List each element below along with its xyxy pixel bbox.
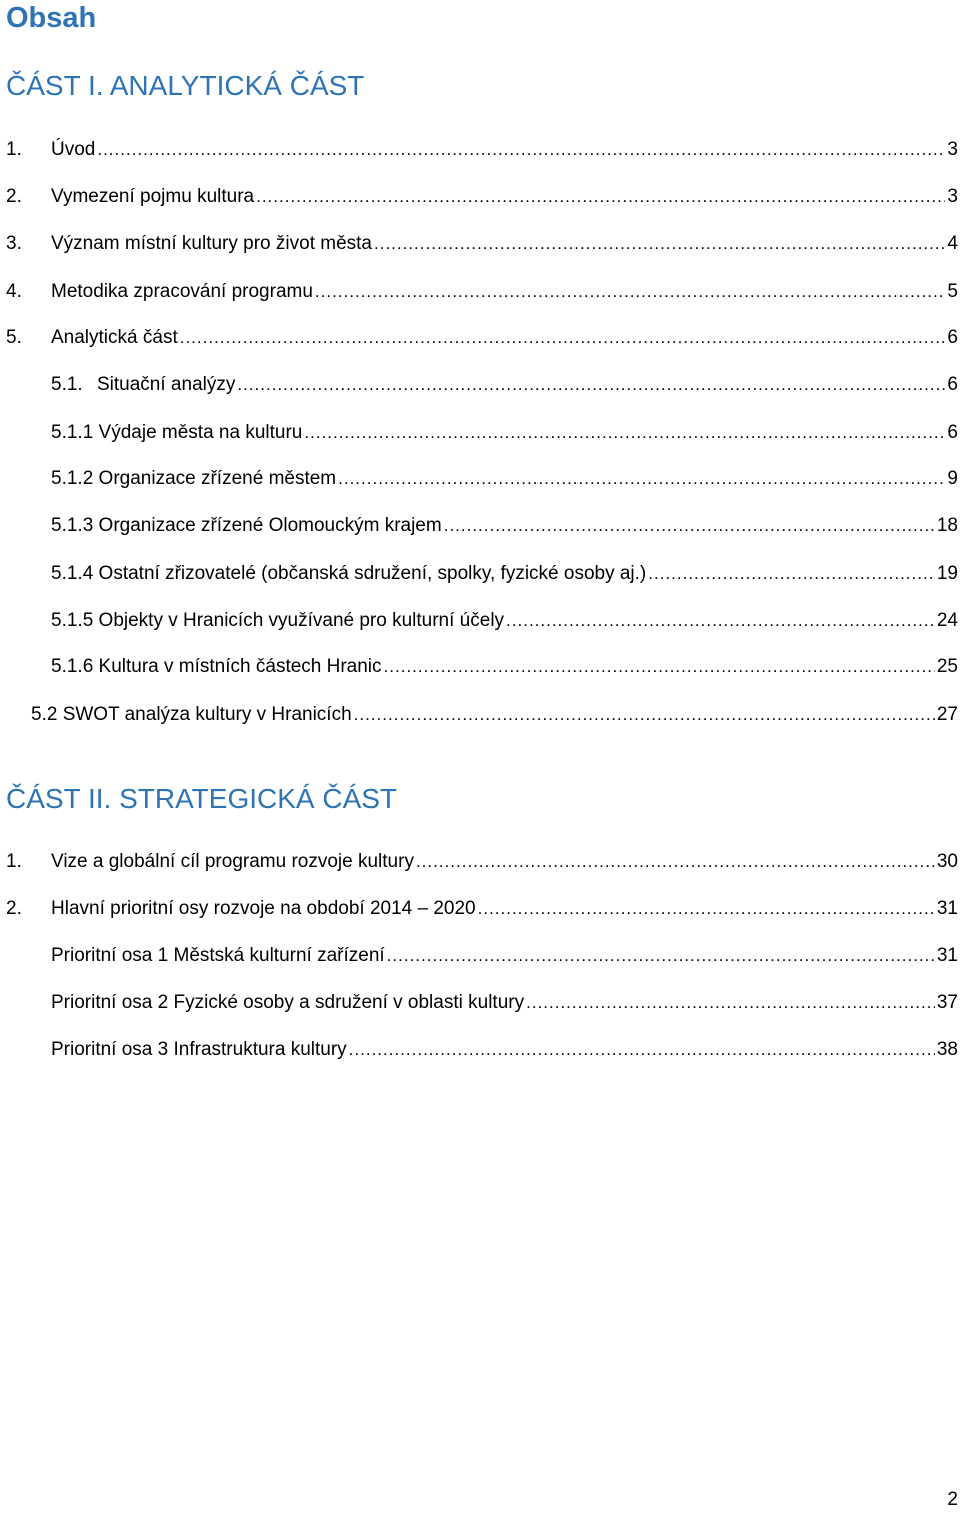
toc-entry-page: 27 (936, 704, 958, 725)
toc-dot-leader (648, 561, 935, 587)
toc-entry-label: Prioritní osa 3 Infrastruktura kultury (51, 1039, 347, 1060)
toc-entry[interactable] (6, 896, 960, 922)
toc-entry-number: 4. (6, 281, 22, 302)
toc-entry-page: 25 (936, 656, 958, 677)
page-number: 2 (947, 1489, 958, 1510)
toc-dot-leader (444, 513, 935, 539)
toc-entry-label: Analytická část (51, 327, 178, 348)
toc-entry-page: 31 (936, 945, 958, 966)
toc-entry-page: 6 (947, 422, 958, 443)
toc-entry-page: 31 (936, 898, 958, 919)
toc-entry-page: 6 (947, 374, 958, 395)
toc-entry[interactable] (51, 943, 960, 969)
toc-entry-label: Vymezení pojmu kultura (51, 186, 255, 207)
toc-entry[interactable] (6, 279, 960, 305)
toc-entry-label: 5.1.4 Ostatní zřizovatelé (občanská sdružení, spolky, fyzické osoby aj.) (51, 563, 647, 584)
toc-entry-label: 5.1.5 Objekty v Hranicích využívané pro kulturní účely (51, 610, 505, 631)
toc-entry[interactable] (51, 466, 960, 492)
toc-dot-leader (237, 372, 945, 398)
toc-entry-page: 30 (936, 851, 958, 872)
toc-entry[interactable] (51, 513, 960, 539)
part-heading-analytical: ČÁST I. ANALYTICKÁ ČÁST (6, 70, 365, 101)
toc-entry-page: 6 (947, 327, 958, 348)
toc-dot-leader (338, 466, 945, 492)
toc-entry-label: Metodika zpracování programu (51, 281, 313, 302)
toc-entry-number: 1. (6, 139, 22, 160)
toc-entry-number: 5.1. (51, 374, 83, 395)
toc-dot-leader (387, 943, 935, 969)
toc-entry-label: 5.2 SWOT analýza kultury v Hranicích (31, 704, 352, 725)
toc-entry-label: Úvod (51, 139, 96, 160)
toc-entry[interactable] (6, 184, 960, 210)
toc-entry[interactable] (51, 1037, 960, 1063)
toc-entry-page: 5 (947, 281, 958, 302)
toc-entry-page: 9 (947, 468, 958, 489)
toc-entry-number: 2. (6, 186, 22, 207)
toc-entry-label: Situační analýzy (97, 374, 236, 395)
toc-entry[interactable] (6, 137, 960, 163)
part-heading-strategic: ČÁST II. STRATEGICKÁ ČÁST (6, 783, 398, 814)
toc-entry-label: 5.1.6 Kultura v místních částech Hranic (51, 656, 382, 677)
toc-entry[interactable] (31, 702, 960, 728)
toc-entry[interactable] (6, 231, 960, 257)
toc-entry[interactable] (6, 325, 960, 351)
toc-entry-label: Prioritní osa 1 Městská kulturní zařízení (51, 945, 385, 966)
toc-entry[interactable] (51, 608, 960, 634)
toc-entry-label: Hlavní prioritní osy rozvoje na období 2014 – 2020 (51, 898, 476, 919)
toc-entry[interactable] (51, 420, 960, 446)
toc-dot-leader (384, 654, 935, 680)
toc-entry[interactable] (51, 561, 960, 587)
toc-entry-page: 4 (947, 233, 958, 254)
toc-title: Obsah (6, 2, 97, 34)
toc-entry-label: 5.1.2 Organizace zřízené městem (51, 468, 337, 489)
toc-entry-page: 3 (947, 186, 958, 207)
toc-dot-leader (304, 420, 945, 446)
toc-entry-number: 5. (6, 327, 22, 348)
toc-dot-leader (374, 231, 945, 257)
toc-dot-leader (349, 1037, 935, 1063)
toc-dot-leader (354, 702, 935, 728)
toc-entry-label: 5.1.3 Organizace zřízené Olomouckým krajem (51, 515, 442, 536)
toc-entry-page: 24 (936, 610, 958, 631)
toc-dot-leader (416, 849, 935, 875)
toc-entry-page: 3 (947, 139, 958, 160)
toc-entry-label: 5.1.1 Výdaje města na kulturu (51, 422, 303, 443)
toc-entry-page: 18 (936, 515, 958, 536)
toc-entry[interactable] (51, 990, 960, 1016)
toc-dot-leader (256, 184, 945, 210)
toc-entry[interactable] (51, 372, 960, 398)
toc-entry-page: 37 (936, 992, 958, 1013)
toc-entry-label: Význam místní kultury pro život města (51, 233, 372, 254)
toc-dot-leader (315, 279, 946, 305)
toc-entry-label: Vize a globální cíl programu rozvoje kultury (51, 851, 414, 872)
toc-dot-leader (506, 608, 935, 634)
toc-dot-leader (97, 137, 945, 163)
toc-entry-number: 2. (6, 898, 22, 919)
toc-dot-leader (526, 990, 935, 1016)
toc-entry[interactable] (51, 654, 960, 680)
toc-entry-page: 19 (936, 563, 958, 584)
toc-entry-number: 3. (6, 233, 22, 254)
toc-entry[interactable] (6, 849, 960, 875)
toc-dot-leader (478, 896, 935, 922)
toc-entry-page: 38 (936, 1039, 958, 1060)
toc-entry-number: 1. (6, 851, 22, 872)
toc-dot-leader (180, 325, 946, 351)
toc-entry-label: Prioritní osa 2 Fyzické osoby a sdružení v oblasti kultury (51, 992, 525, 1013)
